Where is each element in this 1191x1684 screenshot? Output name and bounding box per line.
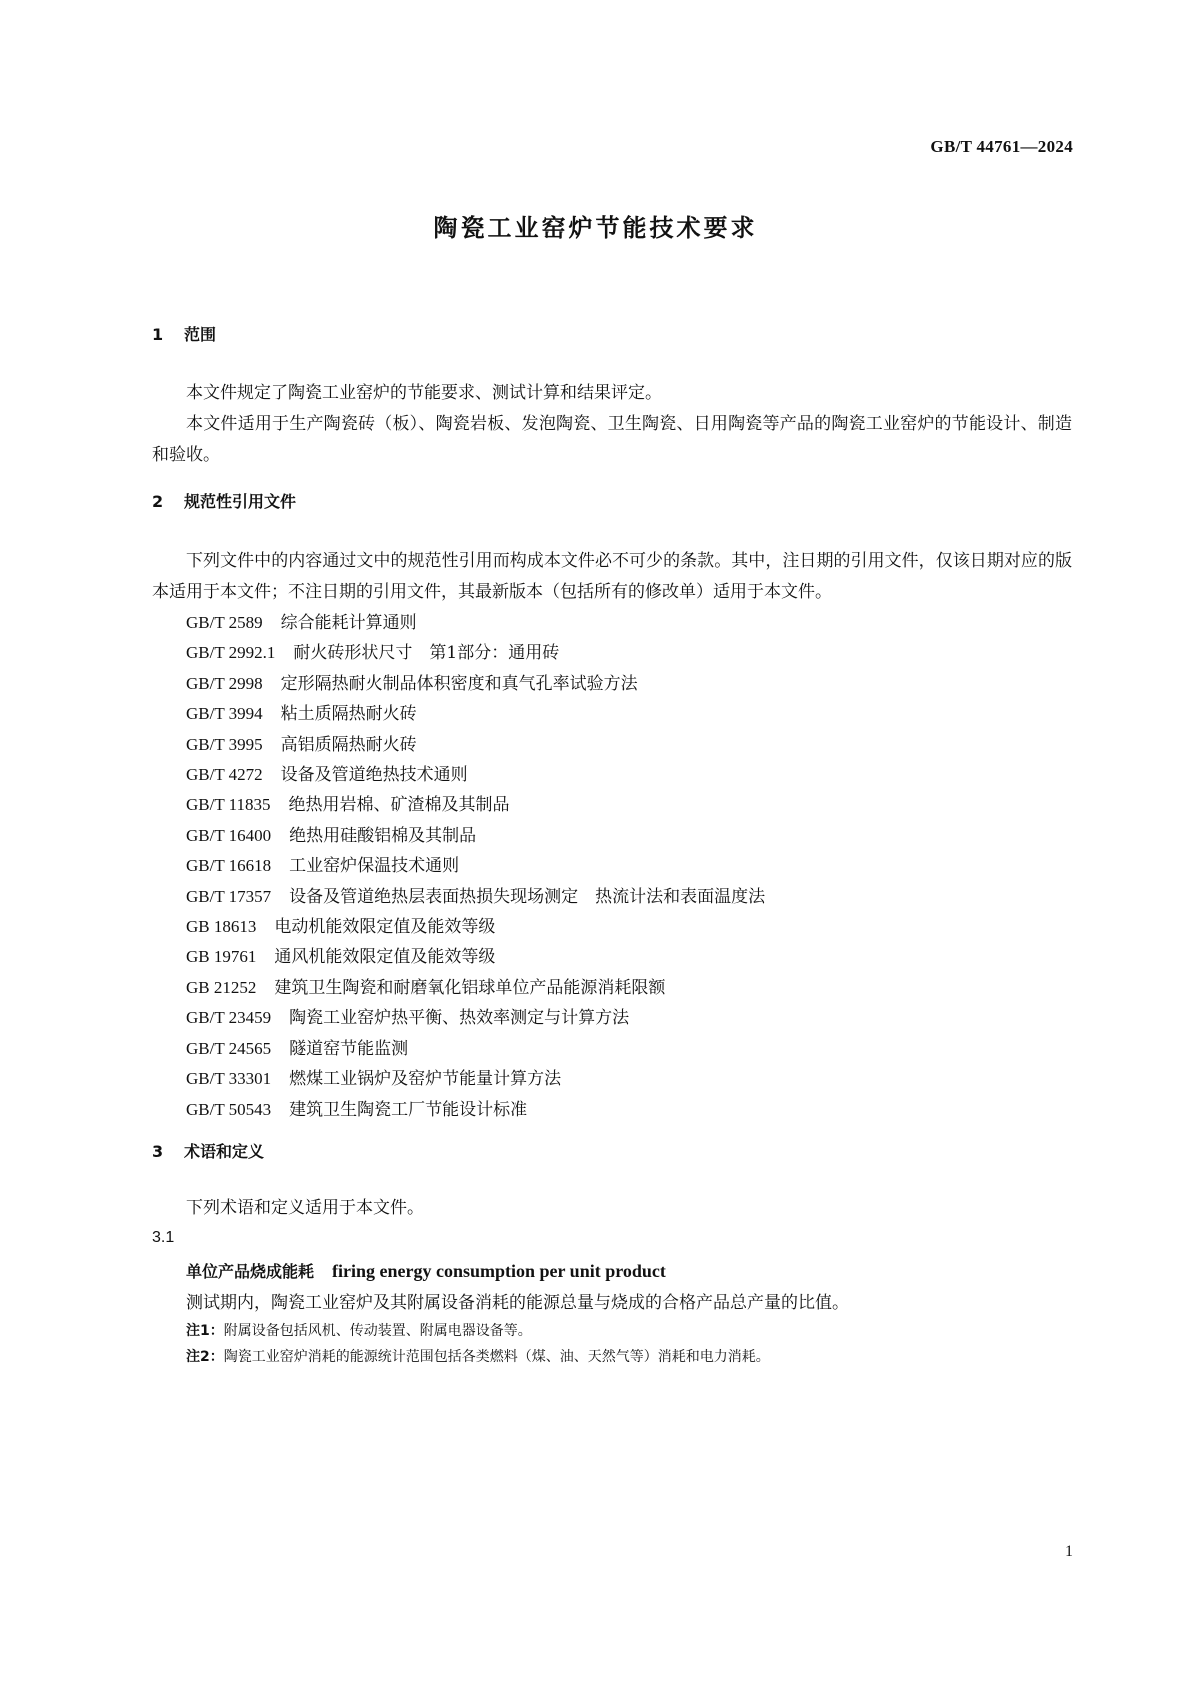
term-name-en: firing energy consumption per unit product bbox=[332, 1260, 666, 1281]
reference-title: 隧道窑节能监测 bbox=[289, 1038, 409, 1059]
reference-code: GB/T 11835 bbox=[186, 795, 271, 815]
reference-title: 通风机能效限定值及能效等级 bbox=[274, 947, 496, 968]
term-note bbox=[152, 1318, 1072, 1344]
reference-item bbox=[152, 638, 1072, 668]
reference-title: 设备及管道绝热层表面热损失现场测定 热流计法和表面温度法 bbox=[289, 886, 766, 907]
reference-item bbox=[152, 1095, 1072, 1125]
reference-code: GB 19761 bbox=[186, 947, 257, 967]
standard-code: GB/T 44761—2024 bbox=[930, 137, 1073, 156]
section-number: 1 bbox=[152, 325, 164, 344]
reference-item bbox=[152, 973, 1072, 1003]
reference-item bbox=[152, 760, 1072, 790]
note-label: 注2： bbox=[186, 1348, 224, 1365]
reference-title: 综合能耗计算通则 bbox=[280, 613, 417, 633]
document-title: 陶瓷工业窑炉节能技术要求 bbox=[433, 214, 758, 242]
reference-code: GB/T 3994 bbox=[186, 704, 263, 724]
term-heading bbox=[152, 1256, 1072, 1288]
references-intro: 下列文件中的内容通过文中的规范性引用而构成本文件必不可少的条款。其中，注日期的引用文件，仅该日期对应的版本适用于本文件；不注日期的引用文件，其最新版本（包括所有的修改单）适用于本文件。 bbox=[152, 551, 1072, 602]
section-title: 术语和定义 bbox=[184, 1141, 265, 1161]
section-heading-scope bbox=[152, 320, 1072, 350]
scope-paragraph: 本文件规定了陶瓷工业窑炉的节能要求、测试计算和结果评定。 bbox=[186, 383, 662, 403]
note-text: 附属设备包括风机、传动装置、附属电器设备等。 bbox=[223, 1322, 532, 1339]
reference-code: GB/T 17357 bbox=[186, 886, 272, 906]
reference-item bbox=[152, 669, 1072, 699]
reference-title: 粘土质隔热耐火砖 bbox=[280, 704, 417, 725]
reference-title: 高铝质隔热耐火砖 bbox=[280, 734, 417, 755]
reference-code: GB/T 23459 bbox=[186, 1008, 272, 1028]
section-number: 2 bbox=[152, 492, 164, 511]
reference-item bbox=[152, 942, 1072, 972]
term-note bbox=[152, 1344, 1072, 1370]
section-heading-references bbox=[152, 487, 1072, 517]
term-definition: 测试期内，陶瓷工业窑炉及其附属设备消耗的能源总量与烧成的合格产品总产量的比值。 bbox=[186, 1292, 849, 1313]
reference-code: GB/T 16400 bbox=[186, 825, 272, 845]
document-body bbox=[152, 320, 1072, 1370]
section-title: 范围 bbox=[184, 325, 217, 344]
reference-code: GB/T 3995 bbox=[186, 734, 263, 754]
section-heading-terms bbox=[152, 1137, 1072, 1167]
note-text: 陶瓷工业窑炉消耗的能源统计范围包括各类燃料（煤、油、天然气等）消耗和电力消耗。 bbox=[223, 1348, 770, 1365]
reference-item bbox=[152, 1003, 1072, 1033]
reference-item bbox=[152, 608, 1072, 638]
reference-title: 耐火砖形状尺寸 第1部分：通用砖 bbox=[293, 643, 560, 664]
reference-code: GB/T 16618 bbox=[186, 856, 272, 876]
reference-title: 建筑卫生陶瓷和耐磨氧化铝球单位产品能源消耗限额 bbox=[274, 977, 666, 998]
reference-title: 绝热用岩棉、矿渣棉及其制品 bbox=[288, 795, 510, 816]
reference-code: GB/T 33301 bbox=[186, 1069, 272, 1089]
term-name-zh: 单位产品烧成能耗 bbox=[186, 1261, 315, 1281]
reference-code: GB/T 2589 bbox=[186, 613, 263, 632]
reference-code: GB 21252 bbox=[186, 977, 257, 997]
reference-title: 设备及管道绝热技术通则 bbox=[280, 765, 468, 786]
reference-title: 电动机能效限定值及能效等级 bbox=[274, 917, 496, 938]
reference-code: GB/T 24565 bbox=[186, 1038, 272, 1058]
reference-title: 定形隔热耐火制品体积密度和真气孔率试验方法 bbox=[280, 673, 638, 694]
reference-code: GB/T 4272 bbox=[186, 765, 263, 785]
scope-paragraph: 本文件适用于生产陶瓷砖（板）、陶瓷岩板、发泡陶瓷、卫生陶瓷、日用陶瓷等产品的陶瓷工业窑炉的节能设计、制造和验收。 bbox=[152, 414, 1072, 465]
reference-item bbox=[152, 730, 1072, 760]
page-number: 1 bbox=[1065, 1543, 1073, 1560]
reference-item bbox=[152, 912, 1072, 942]
reference-title: 工业窑炉保温技术通则 bbox=[289, 856, 460, 877]
reference-list bbox=[152, 608, 1072, 1125]
reference-code: GB/T 2998 bbox=[186, 673, 263, 693]
reference-item bbox=[152, 821, 1072, 851]
terms-intro: 下列术语和定义适用于本文件。 bbox=[186, 1197, 424, 1218]
reference-item bbox=[152, 1064, 1072, 1094]
reference-code: GB/T 50543 bbox=[186, 1099, 272, 1119]
section-number: 3 bbox=[152, 1141, 164, 1161]
note-label: 注1： bbox=[186, 1322, 224, 1339]
reference-title: 建筑卫生陶瓷工厂节能设计标准 bbox=[289, 1099, 528, 1120]
reference-code: GB/T 2992.1 bbox=[186, 643, 276, 663]
reference-item bbox=[152, 790, 1072, 820]
term-number: 3.1 bbox=[152, 1228, 175, 1246]
reference-title: 绝热用硅酸铝棉及其制品 bbox=[289, 825, 477, 846]
reference-title: 燃煤工业锅炉及窑炉节能量计算方法 bbox=[289, 1069, 562, 1090]
reference-code: GB 18613 bbox=[186, 917, 257, 937]
reference-item bbox=[152, 882, 1072, 912]
reference-title: 陶瓷工业窑炉热平衡、热效率测定与计算方法 bbox=[289, 1008, 630, 1029]
section-title: 规范性引用文件 bbox=[184, 492, 297, 511]
reference-item bbox=[152, 1034, 1072, 1064]
reference-item bbox=[152, 699, 1072, 729]
reference-item bbox=[152, 851, 1072, 881]
